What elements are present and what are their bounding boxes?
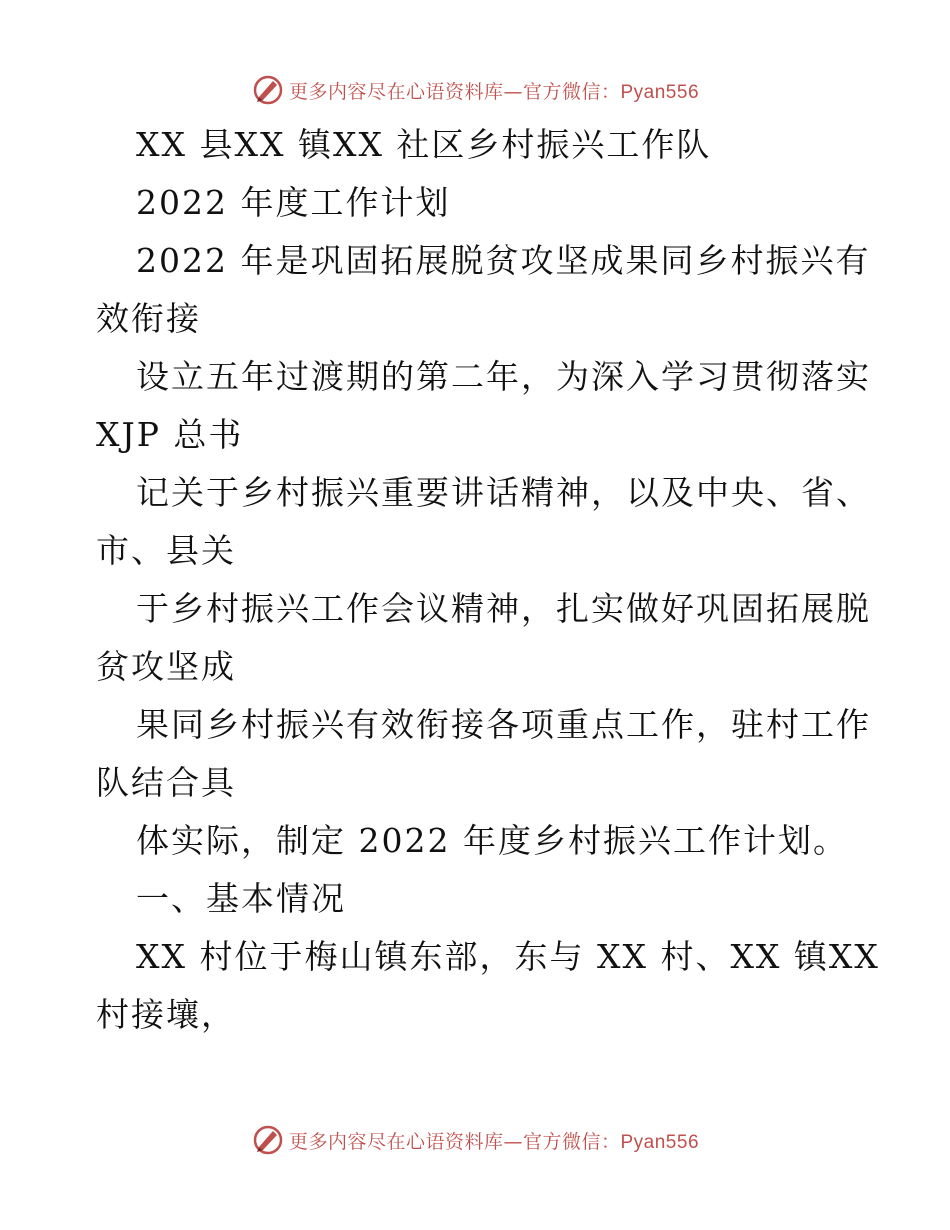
document-line: 队结合具 [96, 763, 236, 802]
document-line: 贫攻坚成 [96, 647, 236, 686]
document-line: 2022 年度工作计划 [136, 183, 451, 222]
document-line: 设立五年过渡期的第二年，为深入学习贯彻落实 [136, 357, 871, 396]
footer-watermark [0, 1120, 950, 1160]
document-body [96, 116, 880, 1044]
document-line: 体实际，制定 2022 年度乡村振兴工作计划。 [136, 821, 848, 860]
document-line: 市、县关 [96, 531, 236, 570]
pen-logo-icon [251, 1123, 285, 1157]
document-line: 于乡村振兴工作会议精神，扎实做好巩固拓展脱 [136, 589, 871, 628]
document-line: XX 县XX 镇XX 社区乡村振兴工作队 [136, 125, 712, 164]
document-line: 记关于乡村振兴重要讲话精神，以及中央、省、 [136, 473, 871, 512]
document-line: 效衔接 [96, 299, 201, 338]
document-line: 村接壤， [96, 995, 236, 1034]
document-line: XX 村位于梅山镇东部，东与 XX 村、XX 镇XX [136, 937, 880, 976]
document-line: 一、基本情况 [136, 879, 346, 918]
watermark-text: 更多内容尽在心语资料库—官方微信：Pyan556 [288, 80, 700, 103]
document-line: 2022 年是巩固拓展脱贫攻坚成果同乡村振兴有 [136, 241, 871, 280]
watermark-text: 更多内容尽在心语资料库—官方微信：Pyan556 [288, 1130, 700, 1153]
document-line: 果同乡村振兴有效衔接各项重点工作，驻村工作 [136, 705, 871, 744]
document-line: XJP 总书 [96, 415, 244, 454]
pen-logo-icon [251, 73, 285, 107]
header-watermark [0, 70, 950, 110]
